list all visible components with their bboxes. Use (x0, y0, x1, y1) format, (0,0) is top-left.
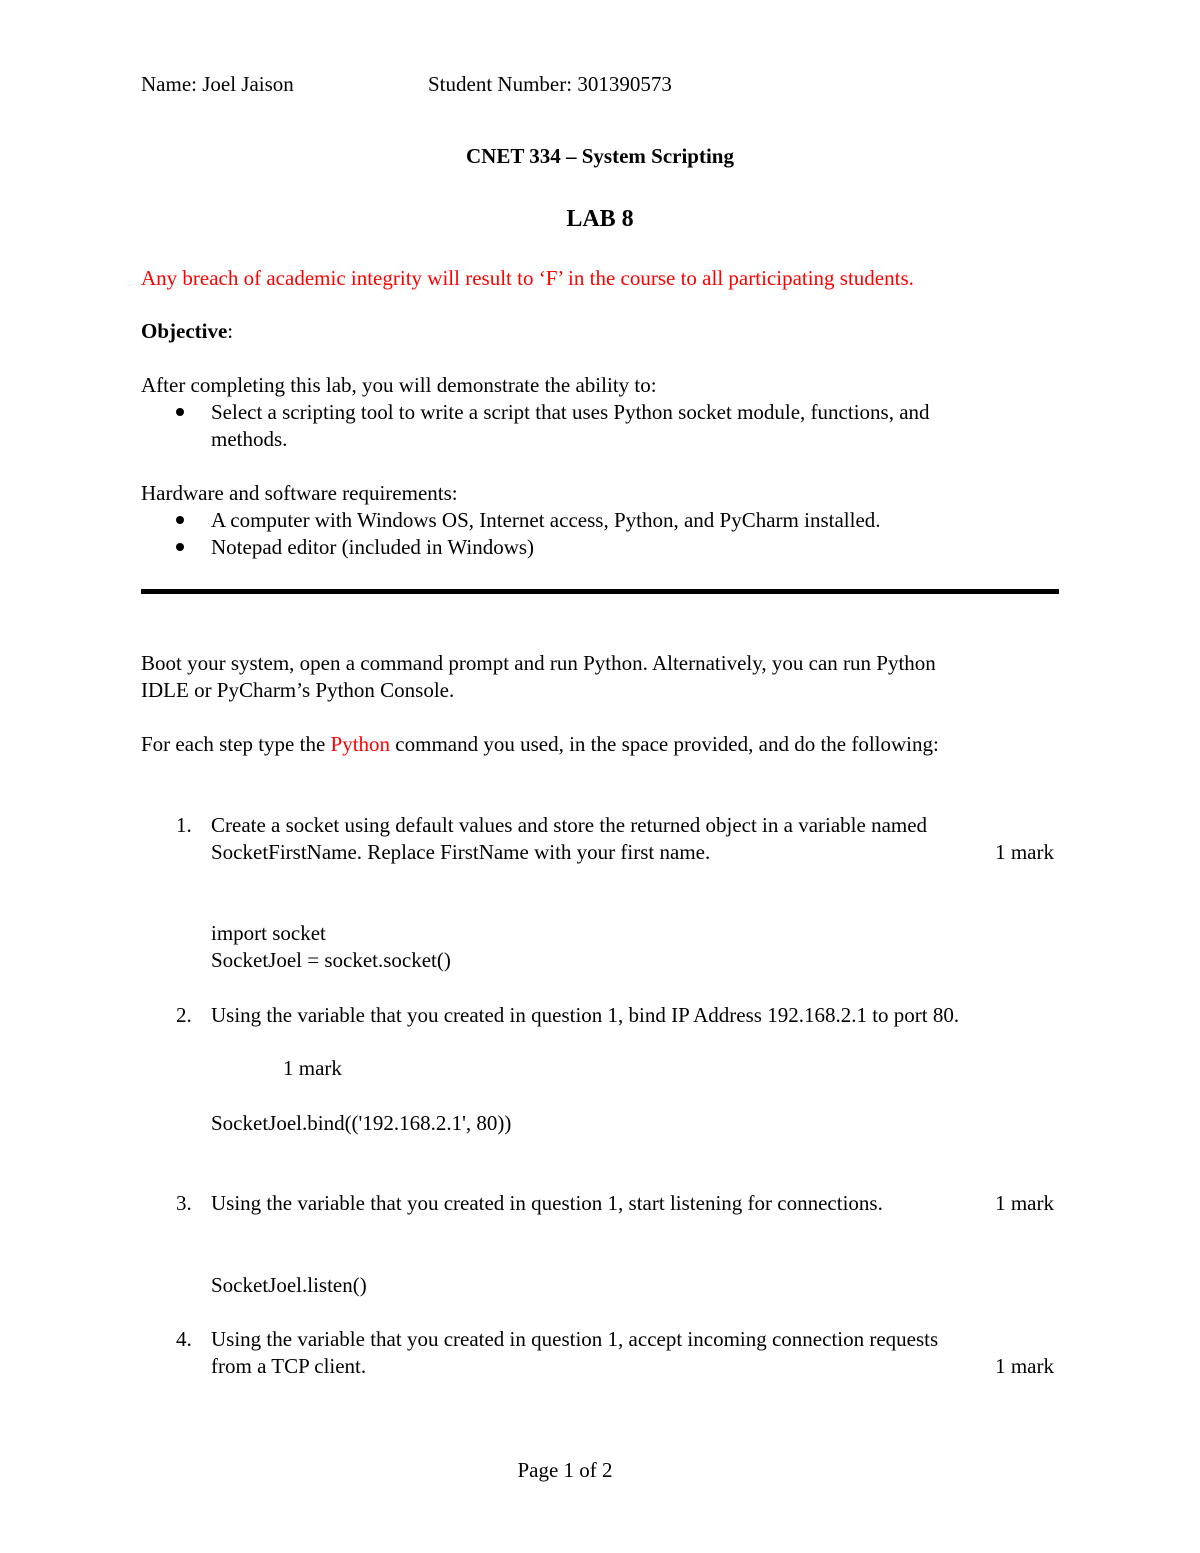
answer-line: import socket (211, 921, 326, 945)
question-number: 3. (176, 1191, 192, 1215)
student-number: Student Number: 301390573 (428, 72, 672, 96)
question-number: 4. (176, 1327, 192, 1351)
question-mark: 1 mark (995, 1191, 1054, 1215)
bullet-icon (176, 516, 184, 524)
step-instruction-post: command you used, in the space provided, and do the following: (390, 732, 939, 756)
question-mark: 1 mark (995, 1354, 1054, 1378)
objective-heading (141, 318, 233, 345)
requirement-item: A computer with Windows OS, Internet access, Python, and PyCharm installed. (211, 508, 881, 532)
question-mark: 1 mark (283, 1056, 342, 1080)
answer-line: SocketJoel = socket.socket() (211, 948, 451, 972)
objective-colon: : (227, 319, 234, 343)
instructions-line2: IDLE or PyCharm’s Python Console. (141, 678, 455, 702)
objective-label: Objective (141, 319, 228, 343)
question-text-line2: SocketFirstName. Replace FirstName with your first name. (211, 840, 711, 864)
objective-intro: After completing this lab, you will demonstrate the ability to: (141, 373, 657, 397)
step-instruction-highlight: Python (330, 732, 391, 756)
integrity-warning: Any breach of academic integrity will result to ‘F’ in the course to all participating students. (141, 266, 914, 290)
answer-line: SocketJoel.listen() (211, 1273, 367, 1297)
question-text-line1: Create a socket using default values and store the returned object in a variable named (211, 813, 928, 837)
section-divider (141, 589, 1059, 594)
bullet-icon (176, 543, 184, 551)
question-number: 1. (176, 813, 192, 837)
lab-title: LAB 8 (566, 206, 634, 232)
page-number: Page 1 of 2 (517, 1458, 613, 1482)
answer-line: SocketJoel.bind(('192.168.2.1', 80)) (211, 1111, 512, 1135)
objective-item-line2: methods. (211, 427, 288, 451)
course-title: CNET 334 – System Scripting (466, 144, 734, 168)
step-instruction (141, 731, 939, 758)
question-text-line1: Using the variable that you created in question 1, start listening for connections. (211, 1191, 883, 1215)
question-text-line2: from a TCP client. (211, 1354, 367, 1378)
requirement-item: Notepad editor (included in Windows) (211, 535, 535, 559)
question-text-line1: Using the variable that you created in question 1, bind IP Address 192.168.2.1 to port 80. (211, 1003, 960, 1027)
step-instruction-pre: For each step type the (141, 732, 331, 756)
question-mark: 1 mark (995, 840, 1054, 864)
bullet-icon (176, 408, 184, 416)
objective-item-line1: Select a scripting tool to write a script that uses Python socket module, functions, and (211, 400, 930, 424)
question-number: 2. (176, 1003, 192, 1027)
requirements-intro: Hardware and software requirements: (141, 481, 458, 505)
question-text-line1: Using the variable that you created in question 1, accept incoming connection requests (211, 1327, 939, 1351)
instructions-line1: Boot your system, open a command prompt and run Python. Alternatively, you can run Python (141, 651, 936, 675)
student-name: Name: Joel Jaison (141, 72, 294, 96)
